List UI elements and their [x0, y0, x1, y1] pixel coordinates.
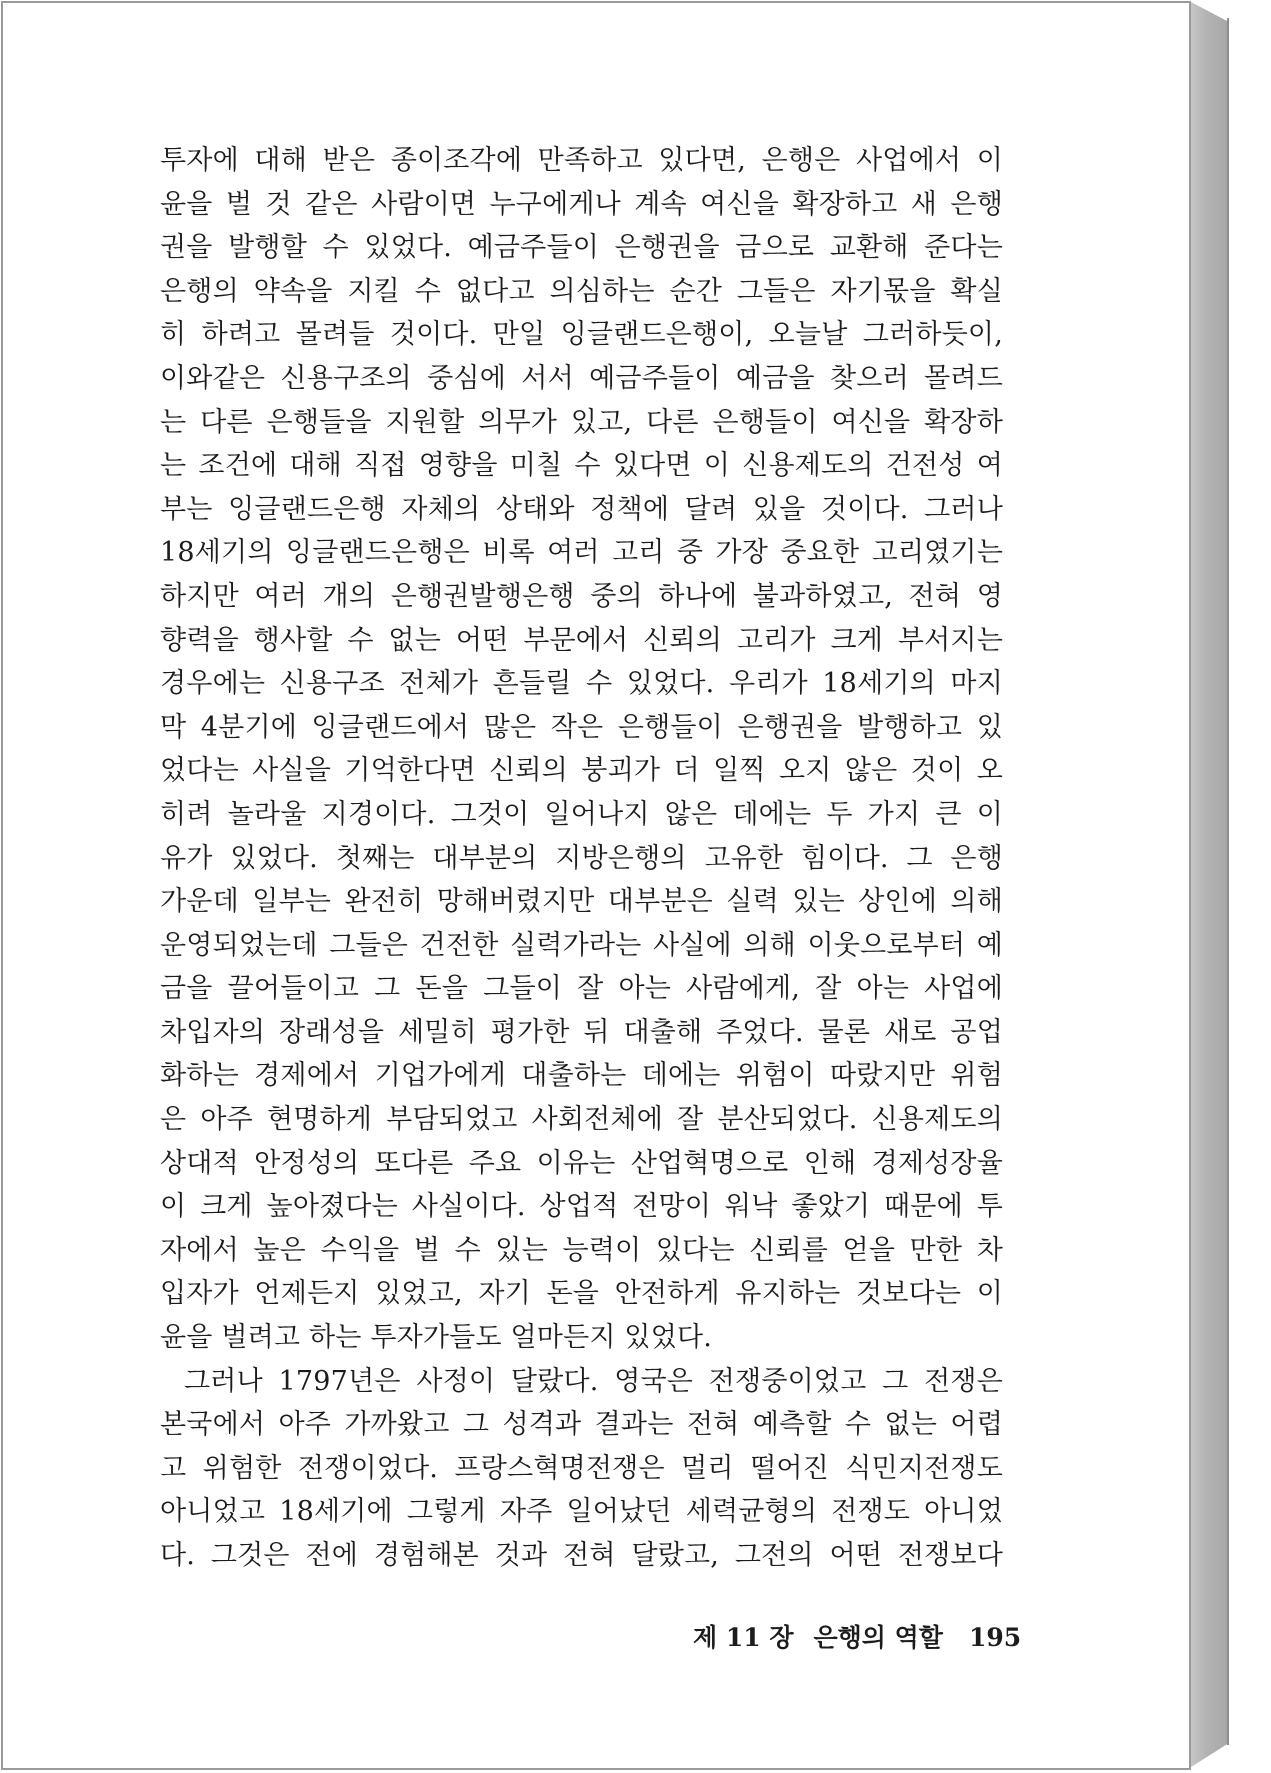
text-line-15: 었다는 사실을 기억한다면 신뢰의 붕괴가 더 일찍 오지 않은 것이 오 [160, 755, 1003, 787]
text-line-3: 권을 발행할 수 있었다. 예금주들이 은행권을 금으로 교환해 준다는 [160, 232, 1003, 264]
text-line-23: 은 아주 현명하게 부담되었고 사회전체에 잘 분산되었다. 신용제도의 [160, 1104, 1003, 1136]
text-line-30: 본국에서 아주 가까왔고 그 성격과 결과는 전혀 예측할 수 없는 어렵 [160, 1409, 1003, 1441]
text-line-4: 은행의 약속을 지킬 수 없다고 의심하는 순간 그들은 자기몫을 확실 [160, 275, 1003, 307]
text-line-33: 다. 그것은 전에 경험해본 것과 전혀 달랐고, 그전의 어떤 전쟁보다 [160, 1540, 1003, 1571]
body-text [160, 139, 1003, 1578]
text-line-2: 윤을 벌 것 같은 사람이면 누구에게나 계속 여신을 확장하고 새 은행 [160, 188, 1003, 220]
text-line-31: 고 위험한 전쟁이었다. 프랑스혁명전쟁은 멀리 떨어진 식민지전쟁도 [160, 1452, 1003, 1484]
text-line-7: 는 다른 은행들을 지원할 의무가 있고, 다른 은행들이 여신을 확장하 [160, 406, 1003, 438]
text-line-14: 막 4분기에 잉글랜드에서 많은 작은 은행들이 은행권을 발행하고 있 [160, 711, 1003, 743]
book-page [1, 1, 1191, 1770]
text-line-17: 유가 있었다. 첫째는 대부분의 지방은행의 고유한 힘이다. 그 은행 [160, 842, 1003, 874]
text-line-9: 부는 잉글랜드은행 자체의 상태와 정책에 달려 있을 것이다. 그러나 [160, 493, 1003, 525]
text-line-19: 운영되었는데 그들은 건전한 실력가라는 사실에 의해 이웃으로부터 예 [160, 929, 1003, 961]
text-line-18: 가운데 일부는 완전히 망해버렸지만 대부분은 실력 있는 상인에 의해 [160, 886, 1003, 918]
running-footer [693, 1621, 1022, 1655]
text-line-5: 히 하려고 몰려들 것이다. 만일 잉글랜드은행이, 오늘날 그러하듯이, [160, 319, 1003, 351]
text-line-1: 투자에 대해 받은 종이조각에 만족하고 있다면, 은행은 사업에서 이 [160, 145, 1003, 176]
text-line-22: 화하는 경제에서 기업가에게 대출하는 데에는 위험이 따랐지만 위험 [160, 1060, 1003, 1092]
text-line-10: 18세기의 잉글랜드은행은 비록 여러 고리 중 가장 중요한 고리였기는 [160, 537, 1003, 569]
footer-chapter-title: 은행의 역할 [813, 1623, 943, 1652]
text-line-25: 이 크게 높아졌다는 사실이다. 상업적 전망이 워낙 좋았기 때문에 투 [160, 1191, 1003, 1223]
text-line-32: 아니었고 18세기에 그렇게 자주 일어났던 세력균형의 전쟁도 아니었 [160, 1496, 1003, 1528]
page-number: 195 [968, 1623, 1022, 1652]
text-line-16: 히려 놀라울 지경이다. 그것이 일어나지 않은 데에는 두 가지 큰 이 [160, 798, 1003, 830]
text-line-26: 자에서 높은 수익을 벌 수 있는 능력이 있다는 신뢰를 얻을 만한 차 [160, 1234, 1003, 1266]
text-line-12: 향력을 행사할 수 없는 어떤 부문에서 신뢰의 고리가 크게 부서지는 [160, 624, 1003, 656]
text-line-11: 하지만 여러 개의 은행권발행은행 중의 하나에 불과하였고, 전혀 영 [160, 580, 1003, 612]
text-line-27: 입자가 언제든지 있었고, 자기 돈을 안전하게 유지하는 것보다는 이 [160, 1278, 1003, 1310]
text-line-8: 는 조건에 대해 직접 영향을 미칠 수 있다면 이 신용제도의 건전성 여 [160, 450, 1003, 482]
page-stack-edge [1191, 2, 1229, 1767]
text-line-6: 이와같은 신용구조의 중심에 서서 예금주들이 예금을 찾으러 몰려드 [160, 362, 1003, 394]
text-line-24: 상대적 안정성의 또다른 주요 이유는 산업혁명으로 인해 경제성장율 [160, 1147, 1003, 1179]
text-line-21: 차입자의 장래성을 세밀히 평가한 뒤 대출해 주었다. 물론 새로 공업 [160, 1016, 1003, 1048]
text-line-20: 금을 끌어들이고 그 돈을 그들이 잘 아는 사람에게, 잘 아는 사업에 [160, 973, 1003, 1005]
text-line-28: 윤을 벌려고 하는 투자가들도 얼마든지 있었다. [160, 1322, 713, 1354]
page-stack-edge-line [1227, 18, 1229, 1745]
text-line-13: 경우에는 신용구조 전체가 흔들릴 수 있었다. 우리가 18세기의 마지 [160, 668, 1003, 700]
footer-chapter: 제 11 장 [693, 1623, 794, 1652]
text-line-29: 그러나 1797년은 사정이 달랐다. 영국은 전쟁중이었고 그 전쟁은 [184, 1365, 1003, 1397]
